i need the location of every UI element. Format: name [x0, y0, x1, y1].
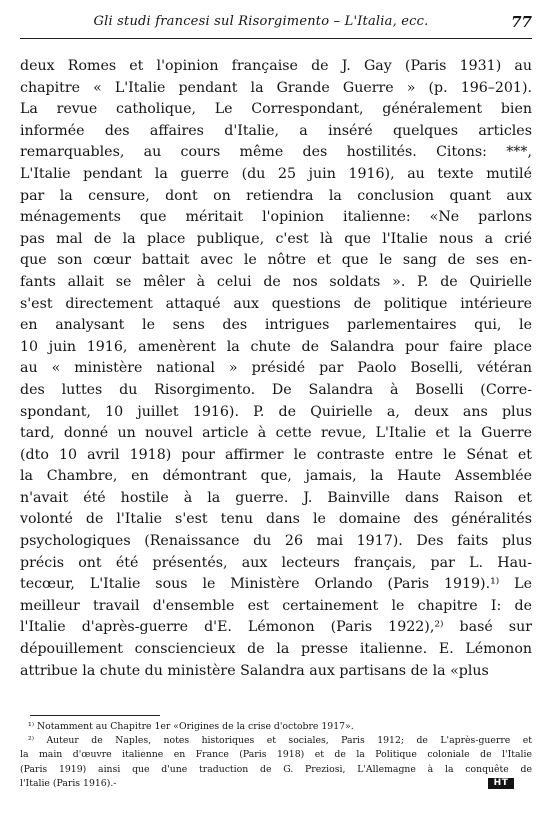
- text-line: pas mal de la place publique, c'est là que l'Italie nous a crié: [20, 230, 532, 247]
- text-line: tecœur, L'Italie sous le Ministère Orlando (Paris 1919).¹⁾ Le: [20, 576, 532, 593]
- header-rule: [20, 38, 532, 39]
- text-line: des luttes du Risorgimento. De Salandra à Boselli (Corre-: [20, 381, 532, 398]
- text-line: La revue catholique, Le Correspondant, généralement bien: [20, 101, 532, 118]
- library-stamp: HT: [488, 778, 514, 789]
- text-line: informée des affaires d'Italie, a inséré quelques articles: [20, 122, 532, 139]
- text-line: n'avait été hostile à la guerre. J. Bainville dans Raison et: [20, 489, 532, 506]
- text-line: par la censure, dont on retiendra la conclusion quant aux: [20, 187, 532, 204]
- text-line: L'Italie pendant la guerre (du 25 juin 1916), au texte mutilé: [20, 165, 532, 182]
- text-line: l'Italie d'après-guerre d'E. Lémonon (Paris 1922),²⁾ basé sur: [20, 619, 532, 636]
- text-line: s'est directement attaqué aux questions de politique intérieure: [20, 295, 532, 312]
- footnote-line: la main d'œuvre italienne en France (Paris 1918) et de la Politique coloniale de l'Italie: [20, 749, 532, 761]
- text-line: dépouillement consciencieux de la presse italienne. E. Lémonon: [20, 641, 532, 658]
- text-line: remarquables, au cours même des hostilités. Citons: ***,: [20, 144, 532, 161]
- footnote-line: ¹⁾ Notamment au Chapitre 1er «Origines de la crise d'octobre 1917».: [28, 721, 354, 732]
- footnote-line: l'Italie (Paris 1916).-: [20, 777, 117, 789]
- footnote-line: (Paris 1919) ainsi que d'une traduction de G. Preziosi, L'Allemagne à la conquête de: [20, 763, 532, 775]
- footnotes: [20, 720, 532, 791]
- page-header: [20, 14, 532, 34]
- text-line: en analysant le sens des intrigues parlementaires qui, le: [20, 317, 532, 334]
- text-line: spondant, 10 juillet 1916). P. de Quirielle a, deux ans plus: [20, 403, 532, 420]
- footnote-line: ²⁾ Auteur de Naples, notes historiques et sociales, Paris 1912; de L'après-guerre et: [28, 735, 532, 747]
- text-line: fants allait se mêler à celui de nos soldats ». P. de Quirielle: [20, 273, 532, 290]
- text-line: que son cœur battait avec le nôtre et que le sang de ses en-: [20, 252, 532, 269]
- running-title: Gli studi francesi sul Risorgimento – L'Italia, ecc.: [93, 14, 429, 29]
- text-line: tard, donné un nouvel article à cette revue, L'Italie et la Guerre: [20, 425, 532, 442]
- text-line: au « ministère national » présidé par Paolo Boselli, vétéran: [20, 360, 532, 377]
- text-line: volonté de l'Italie s'est tenu dans le domaine des généralités: [20, 511, 532, 528]
- text-line: chapitre « L'Italie pendant la Grande Guerre » (p. 196–201).: [20, 79, 532, 96]
- text-line: précis ont été présentés, aux lecteurs français, par L. Hau-: [20, 554, 532, 571]
- text-line: attribue la chute du ministère Salandra aux partisans de la «plus: [20, 662, 489, 679]
- text-line: 10 juin 1916, amenèrent la chute de Salandra pour faire place: [20, 338, 532, 355]
- footnote-rule: [30, 715, 160, 716]
- body-text: [20, 56, 532, 682]
- text-line: deux Romes et l'opinion française de J. Gay (Paris 1931) au: [20, 58, 532, 74]
- text-line: ménagements que méritait l'opinion italienne: «Ne parlons: [20, 209, 532, 226]
- text-line: meilleur travail d'ensemble est certainement le chapitre I: de: [20, 597, 532, 614]
- page-number: 77: [511, 13, 532, 31]
- text-line: (dto 10 avril 1918) pour affirmer le contraste entre le Sénat et: [20, 446, 532, 463]
- text-line: psychologiques (Renaissance du 26 mai 1917). Des faits plus: [20, 533, 532, 550]
- text-line: la Chambre, en démontrant que, jamais, la Haute Assemblée: [20, 468, 532, 485]
